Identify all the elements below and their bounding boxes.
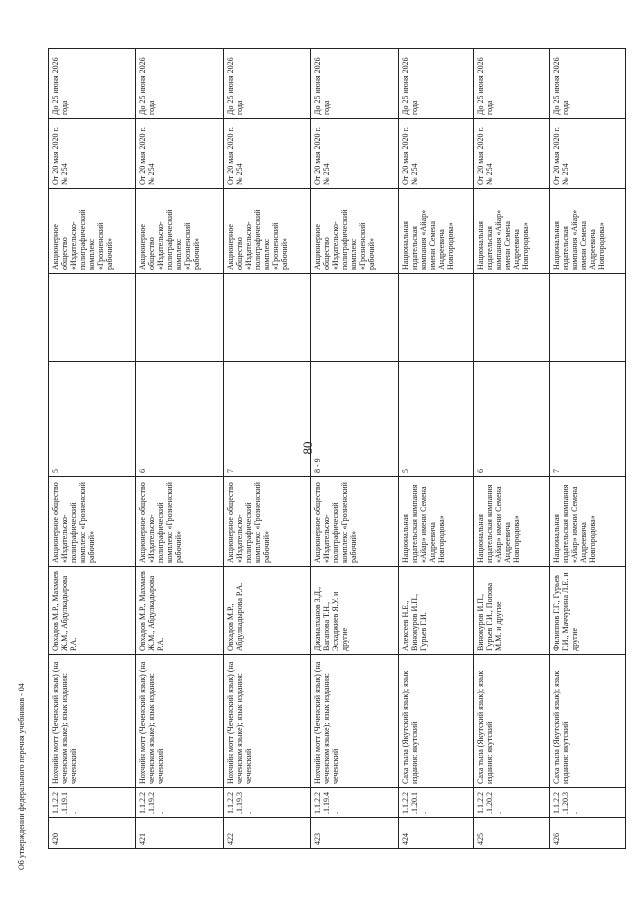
row-authors: Винокуров И.П., Гурьев Г.И., Попова М.М. и другие: [474, 567, 550, 655]
row-applicant: Акционерное общество «Издательско-полиграфический комплекс «Грозненский рабочий»: [223, 189, 310, 274]
row-authors: Овхадов М.Р., Махмаев Ж.М., Абдулкадырова Р.А.: [136, 567, 223, 655]
row-deadline: До 25 июня 2026 года: [223, 49, 310, 119]
row-applicant: Национальная издательская компания «Айар» имени Семена Андреевича Новгородова»: [474, 189, 550, 274]
row-extra: [311, 274, 398, 362]
row-order: От 20 мая 2020 г. № 254: [136, 119, 223, 189]
row-order: От 20 мая 2020 г. № 254: [49, 119, 136, 189]
row-code: 1.1.2.2.1.20.3.: [550, 788, 626, 818]
row-order: От 20 мая 2020 г. № 254: [398, 119, 474, 189]
row-applicant: Акционерное общество «Издательско-полиграфический комплекс «Грозненский рабочий»: [49, 189, 136, 274]
row-number: 421: [136, 818, 223, 849]
row-grade: 7: [550, 362, 626, 477]
row-number: 425: [474, 818, 550, 849]
row-applicant: Национальная издательская компания «Айар» имени Семена Андреевича Новгородова»: [398, 189, 474, 274]
row-grade: 6: [474, 362, 550, 477]
row-publisher: Национальная издательская компания «Айар» имени Семена Андреевича Новгородова»: [398, 477, 474, 567]
row-authors: Овхадов М.Р., Абдулкадырова Р.А.: [223, 567, 310, 655]
row-publisher: Акционерное общество «Издательско-полиграфический комплекс «Грозненский рабочий»: [49, 477, 136, 567]
row-grade: 5: [49, 362, 136, 477]
row-number: 424: [398, 818, 474, 849]
table-row: [49, 49, 136, 849]
table-row: [550, 49, 626, 849]
row-code: 1.1.2.2.1.19.1.: [49, 788, 136, 818]
row-title: Нохчийн мотт (Чеченский язык) (на чеченском языке); язык издания: чеченский: [311, 655, 398, 788]
row-extra: [550, 274, 626, 362]
row-number: 422: [223, 818, 310, 849]
row-authors: Джамалханов З.Д., Вагапова Т.Н., Эсхаджиев Я.У. и другие: [311, 567, 398, 655]
page-number: 80: [300, 441, 315, 455]
row-title: Нохчийн мотт (Чеченский язык) (на чеченском языке); язык издания: чеченский: [136, 655, 223, 788]
row-title: Нохчийн мотт (Чеченский язык) (на чеченском языке); язык издания: чеченский: [49, 655, 136, 788]
row-grade: 8 - 9: [311, 362, 398, 477]
row-extra: [474, 274, 550, 362]
row-title: Саха тыла (Якутский язык); язык издания: якутский: [550, 655, 626, 788]
row-extra: [398, 274, 474, 362]
row-extra: [136, 274, 223, 362]
row-deadline: До 25 июня 2026 года: [311, 49, 398, 119]
row-number: 426: [550, 818, 626, 849]
row-extra: [49, 274, 136, 362]
row-deadline: До 25 июня 2026 года: [550, 49, 626, 119]
rotated-table-wrapper: [48, 49, 626, 849]
row-publisher: Акционерное общество «Издательско-полиграфический комплекс «Грозненский рабочий»: [223, 477, 310, 567]
row-code: 1.1.2.2.1.20.2.: [474, 788, 550, 818]
textbook-register-table: [48, 48, 626, 849]
row-title: Саха тыла (Якутский язык); язык издания: якутский: [474, 655, 550, 788]
row-deadline: До 25 июня 2026 года: [398, 49, 474, 119]
row-title: Саха тыла (Якутский язык); язык издания: якутский: [398, 655, 474, 788]
row-title: Нохчийн мотт (Чеченский язык) (на чеченском языке); язык издания: чеченский: [223, 655, 310, 788]
table-row: [398, 49, 474, 849]
table-row: [311, 49, 398, 849]
row-deadline: До 25 июня 2026 года: [474, 49, 550, 119]
row-grade: 6: [136, 362, 223, 477]
footer-caption: Об утверждении федерального перечня учебников - 04: [17, 683, 26, 870]
row-publisher: Акционерное общество «Издательско-полиграфический комплекс «Грозненский рабочий»: [136, 477, 223, 567]
row-code: 1.1.2.2.1.19.2.: [136, 788, 223, 818]
row-grade: 7: [223, 362, 310, 477]
row-applicant: Акционерное общество «Издательско-полиграфический комплекс «Грозненский рабочий»: [136, 189, 223, 274]
row-authors: Алексеев Н.Е., Винокуров И.П., Гурьев Г.И.: [398, 567, 474, 655]
row-code: 1.1.2.2.1.20.1.: [398, 788, 474, 818]
row-order: От 20 мая 2020 г. № 254: [223, 119, 310, 189]
row-authors: Филиппов Г.Г., Гурьев Г.И., Маччурина Л.Е. и другие: [550, 567, 626, 655]
row-code: 1.1.2.2.1.19.3.: [223, 788, 310, 818]
row-authors: Овхадов М.Р., Махмаев Ж.М., Абдулкадырова Р.А.: [49, 567, 136, 655]
row-grade: 5: [398, 362, 474, 477]
row-extra: [223, 274, 310, 362]
row-number: 420: [49, 818, 136, 849]
table-row: [474, 49, 550, 849]
row-publisher: Национальная издательская компания «Айар» имени Семена Андреевича Новгородова»: [550, 477, 626, 567]
row-code: 1.1.2.2.1.19.4.: [311, 788, 398, 818]
table-row: [223, 49, 310, 849]
row-deadline: До 25 июня 2026 года: [49, 49, 136, 119]
row-publisher: Акционерное общество «Издательско-полиграфический комплекс «Грозненский рабочий»: [311, 477, 398, 567]
row-number: 423: [311, 818, 398, 849]
row-applicant: Национальная издательская компания «Айар» имени Семена Андреевича Новгородова»: [550, 189, 626, 274]
row-deadline: До 25 июня 2026 года: [136, 49, 223, 119]
row-applicant: Акционерное общество «Издательско-полиграфический комплекс «Грозненский рабочий»: [311, 189, 398, 274]
table-row: [136, 49, 223, 849]
row-order: От 20 мая 2020 г. № 254: [311, 119, 398, 189]
row-publisher: Национальная издательская компания «Айар» имени Семена Андреевича Новгородова»: [474, 477, 550, 567]
row-order: От 20 мая 2020 г. № 254: [550, 119, 626, 189]
row-order: От 20 мая 2020 г. № 254: [474, 119, 550, 189]
